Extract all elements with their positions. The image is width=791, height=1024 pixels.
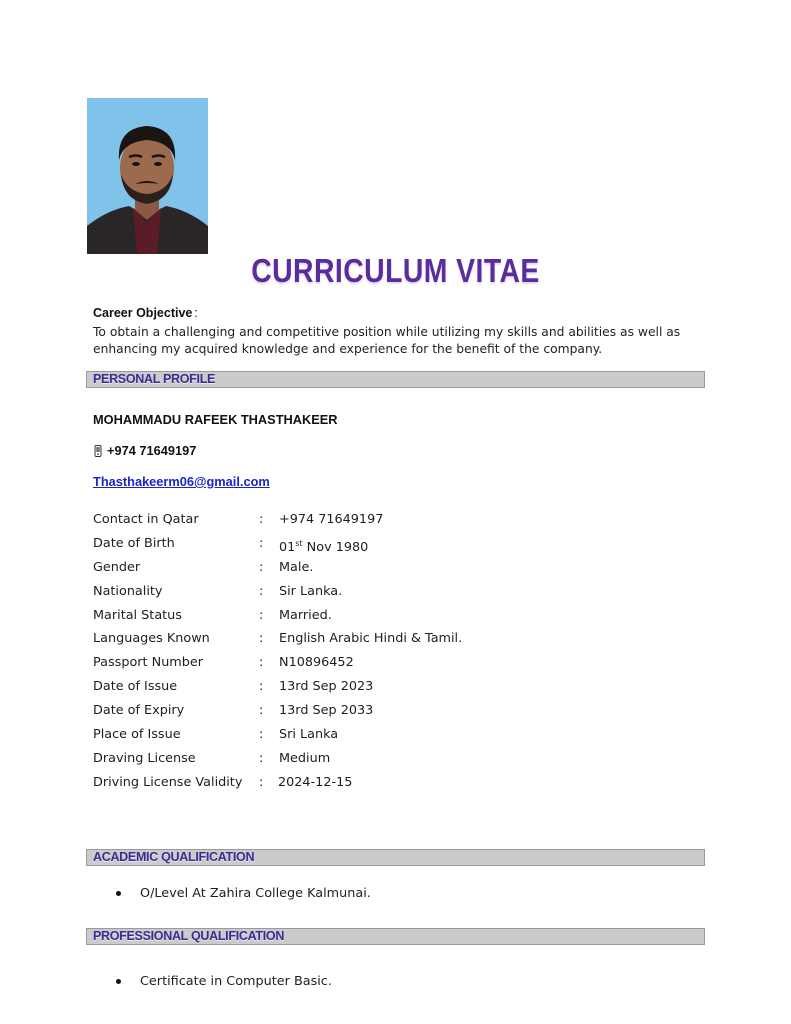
detail-label: Contact in Qatar [93,512,199,527]
detail-separator: : [259,512,264,527]
professional-item-text: Certificate in Computer Basic. [140,974,332,989]
detail-label: Date of Expiry [93,703,185,719]
detail-separator: : [259,750,264,766]
section-academic-label: ACADEMIC QUALIFICATION [93,850,255,864]
detail-label: Date of Issue [93,679,178,695]
email-link[interactable]: Thasthakeerm06@gmail.com [93,474,270,489]
detail-value: 2024-12-15 [278,774,353,790]
detail-separator: : [259,583,264,599]
detail-label: Driving License Validity [93,774,243,790]
detail-label: Marital Status [93,607,182,623]
detail-value [279,534,368,558]
detail-value: Male. [279,559,314,575]
career-objective-label [93,306,198,320]
bullet-icon [116,979,121,984]
section-personal-profile [86,371,705,388]
detail-separator: : [259,559,264,575]
detail-value: Medium [279,750,331,766]
dob-day-suffix: st [295,538,303,548]
academic-list-item [116,886,371,901]
detail-separator: : [259,607,264,623]
detail-separator: : [259,655,264,671]
detail-separator: : [259,703,264,719]
career-objective-label-text: Career Objective [93,306,193,320]
detail-separator: : [259,535,264,551]
detail-label: Passport Number [93,655,204,671]
detail-value: Sri Lanka [279,727,339,743]
dob-day: 01 [279,539,296,555]
section-professional-label: PROFESSIONAL QUALIFICATION [93,929,285,943]
detail-separator: : [259,727,264,743]
detail-separator: : [259,679,264,695]
detail-label: Date of Birth [93,535,175,551]
section-personal-profile-label: PERSONAL PROFILE [93,372,216,386]
dob-rest: Nov 1980 [302,539,369,555]
career-objective-text: To obtain a challenging and competitive position while utilizing my skills and abilities as well as enhancing my acquired knowledge and experience for the benefit of the company. [93,325,681,356]
detail-label: Gender [93,559,141,575]
academic-item-text: O/Level At Zahira College Kalmunai. [140,886,371,901]
detail-value: N10896452 [279,655,354,671]
detail-label: Place of Issue [93,727,181,743]
detail-label: Nationality [93,583,163,599]
detail-value: Sir Lanka. [279,583,343,599]
detail-value: 13rd Sep 2033 [279,703,374,719]
professional-list-item [116,974,332,989]
detail-separator: : [259,631,264,647]
phone-line [93,443,196,458]
detail-value: Married. [279,607,332,623]
phone-icon [93,445,103,457]
section-professional-qualification [86,928,705,945]
detail-value: 13rd Sep 2023 [279,679,374,695]
detail-label: Languages Known [93,631,210,647]
career-objective-colon: : [194,306,198,320]
detail-value: +974 71649197 [279,512,384,527]
detail-value: English Arabic Hindi & Tamil. [279,631,463,647]
profile-photo [87,98,208,254]
detail-label: Draving License [93,750,196,766]
detail-separator: : [259,774,264,790]
document-title: CURRICULUM VITAE [251,252,540,289]
phone-number: +974 71649197 [107,443,197,458]
bullet-icon [116,891,121,896]
section-academic-qualification [86,849,705,866]
full-name: MOHAMMADU RAFEEK THASTHAKEER [93,412,338,427]
